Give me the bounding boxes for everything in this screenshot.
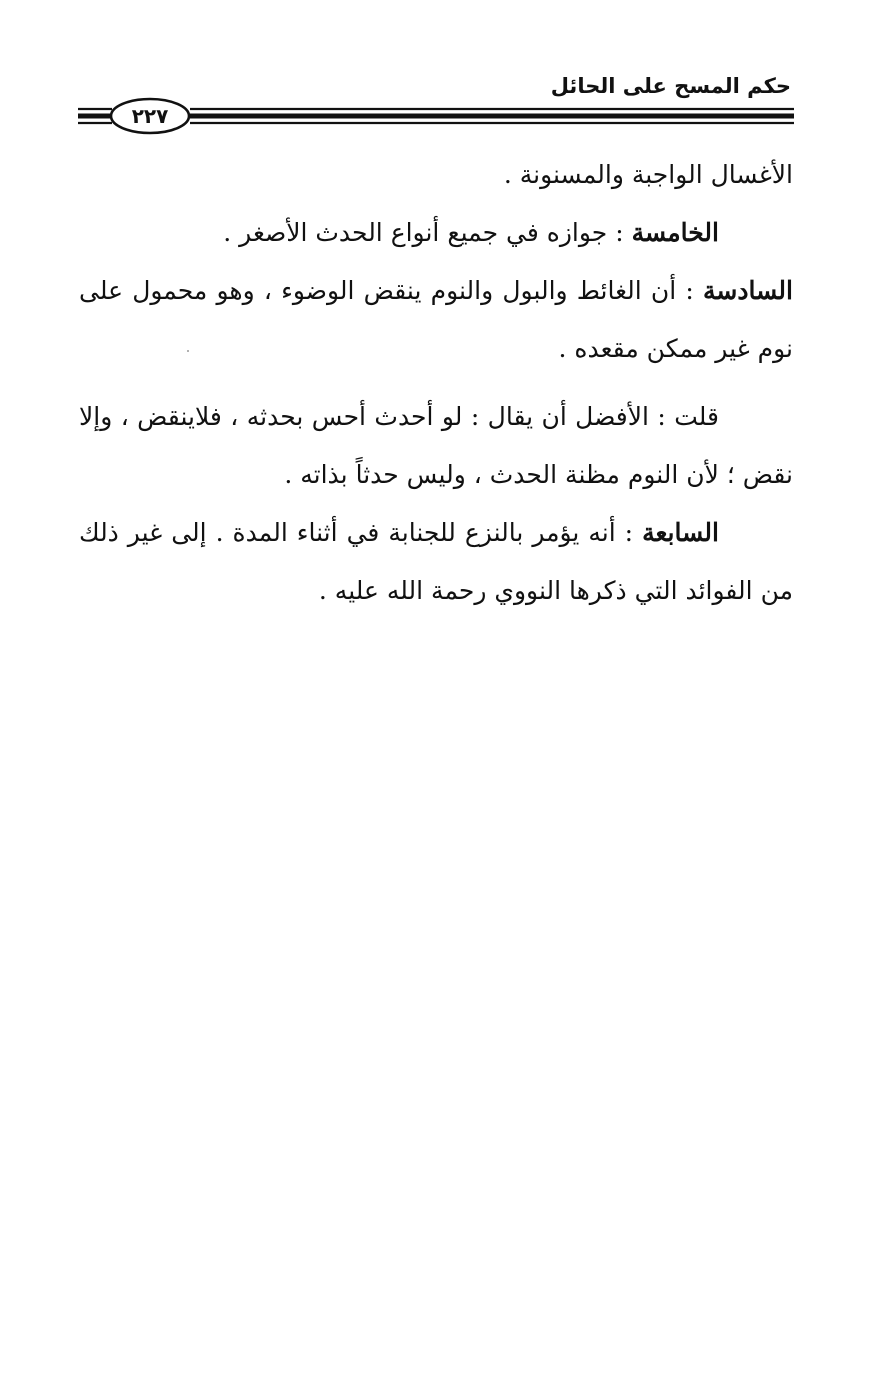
rule-lines-left bbox=[78, 109, 112, 123]
body-text bbox=[79, 146, 793, 620]
term-label: السابعة bbox=[642, 518, 719, 547]
paragraph-fifth bbox=[79, 204, 793, 262]
term-label: السادسة bbox=[703, 276, 793, 305]
paragraph-text: : جوازه في جميع أنواع الحدث الأصغر . bbox=[223, 218, 632, 247]
term-label: الخامسة bbox=[631, 218, 719, 247]
paragraph-sixth bbox=[79, 262, 793, 378]
page-number: ٢٢٧ bbox=[131, 104, 169, 128]
paragraph-text: : الأفضل أن يقال : لو أحدث أحس بحدثه ، فلاينقض ، وإلا نقض ؛ لأن النوم مظنة الحدث ، وليس حدثاً بذاته . bbox=[79, 402, 793, 489]
paragraph-seventh bbox=[79, 504, 793, 620]
paragraph-text: الأغسال الواجبة والمسنونة . bbox=[503, 160, 793, 189]
paragraph-continuation bbox=[79, 146, 793, 204]
rule-lines-right bbox=[190, 109, 794, 123]
term-label: قلت bbox=[674, 402, 719, 431]
paragraph-comment bbox=[79, 388, 793, 504]
running-title: حكم المسح على الحائل bbox=[550, 74, 791, 98]
paragraph-text: : أن الغائط والبول والنوم ينقض الوضوء ، وهو محمول على نوم غير ممكن مقعده . bbox=[79, 276, 793, 363]
paragraph-text: : أنه يؤمر بالنزع للجنابة في أثناء المدة . إلى غير ذلك من الفوائد التي ذكرها النووي رحمة الله عليه . bbox=[79, 518, 793, 605]
